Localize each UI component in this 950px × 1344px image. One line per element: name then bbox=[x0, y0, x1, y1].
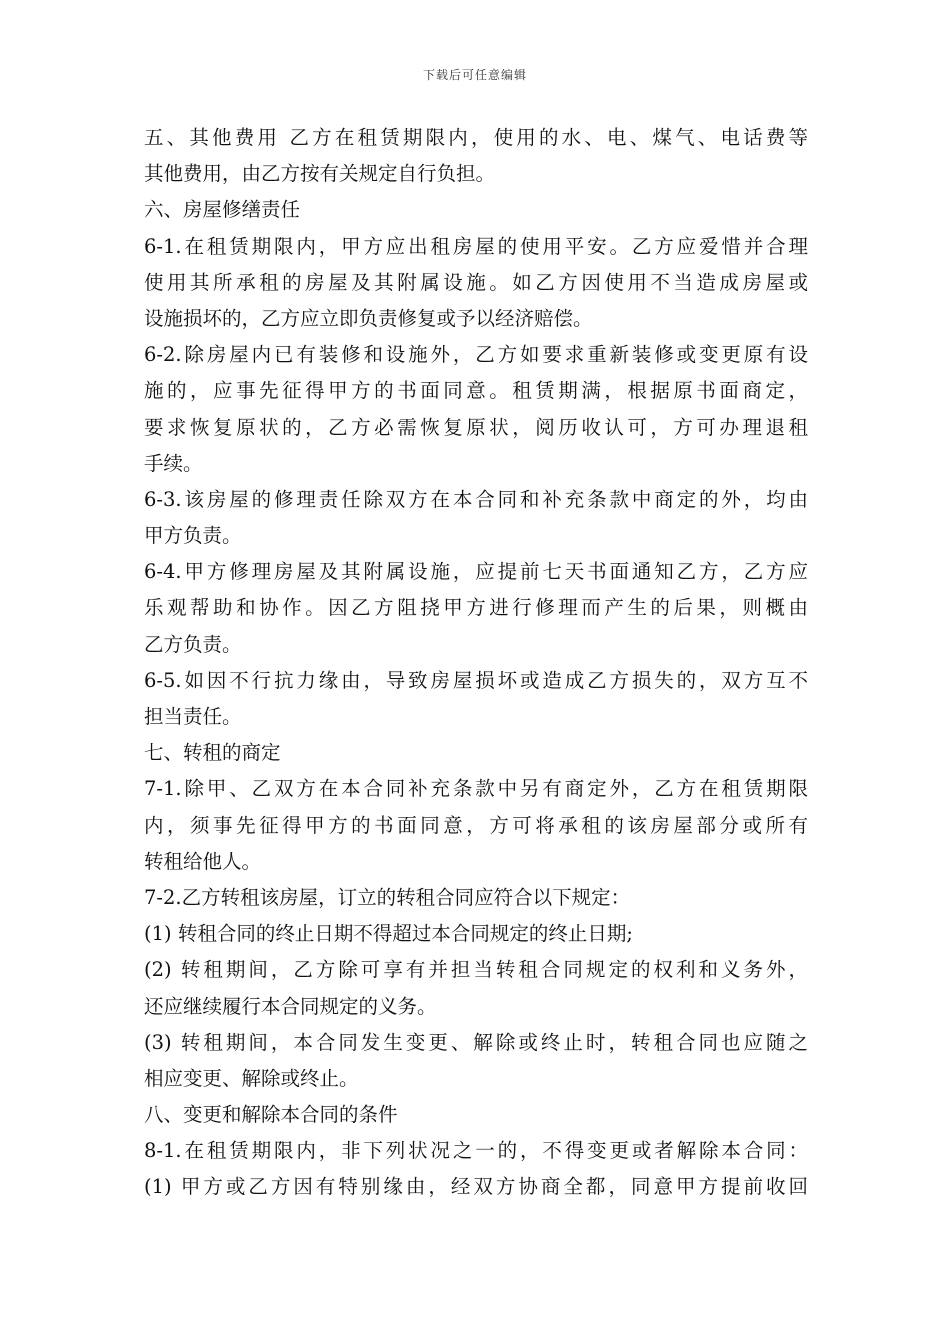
text-line: 乐观帮助和协作。因乙方阻挠甲方进行修理而产生的后果，则概由 bbox=[144, 596, 808, 620]
text-line: 6-3.该房屋的修理责任除双方在本合同和补充条款中商定的外，均由 bbox=[144, 487, 808, 511]
text-line: (2) 转租期间，乙方除可享有并担当转租合同规定的权利和义务外， bbox=[144, 958, 808, 982]
text-line: 五、其他费用 乙方在租赁期限内，使用的水、电、煤气、电话费等 bbox=[144, 126, 808, 149]
text-line: 7-2.乙方转租该房屋，订立的转租合同应符合以下规定： bbox=[144, 885, 631, 909]
text-line: 内，须事先征得甲方的书面同意，方可将承租的该房屋部分或所有 bbox=[144, 813, 808, 837]
text-line: 还应继续履行本合同规定的义务。 bbox=[144, 994, 437, 1018]
text-line: (1) 甲方或乙方因有特别缘由，经双方协商全都，同意甲方提前收回 bbox=[144, 1175, 808, 1199]
document-body bbox=[144, 120, 808, 1206]
text-line: 其他费用，由乙方按有关规定自行负担。 bbox=[144, 162, 496, 186]
text-line: 6-5.如因不行抗力缘由，导致房屋损坏或造成乙方损失的，双方互不 bbox=[144, 668, 808, 692]
text-line: (1) 转租合同的终止日期不得超过本合同规定的终止日期; bbox=[144, 922, 633, 946]
text-line: 六、房屋修缮责任 bbox=[144, 198, 301, 222]
text-line: 使用其所承租的房屋及其附属设施。如乙方因使用不当造成房屋或 bbox=[144, 270, 808, 294]
text-line: 要求恢复原状的，乙方必需恢复原状，阅历收认可，方可办理退租 bbox=[144, 415, 808, 439]
text-line: 6-2.除房屋内已有装修和设施外，乙方如要求重新装修或变更原有设 bbox=[144, 343, 808, 367]
text-line: 施的，应事先征得甲方的书面同意。租赁期满，根据原书面商定， bbox=[144, 379, 808, 403]
text-line: 相应变更、解除或终止。 bbox=[144, 1066, 359, 1090]
text-line: 七、转租的商定 bbox=[144, 741, 281, 765]
page-header-note: 下载后可任意编辑 bbox=[422, 68, 527, 82]
text-line: 手续。 bbox=[144, 451, 203, 475]
text-line: 6-4.甲方修理房屋及其附属设施，应提前七天书面通知乙方，乙方应 bbox=[144, 560, 808, 584]
text-line: 担当责任。 bbox=[144, 705, 242, 728]
text-line: 八、变更和解除本合同的条件 bbox=[144, 1103, 398, 1127]
text-line: 转租给他人。 bbox=[144, 849, 262, 873]
text-line: 7-1.除甲、乙双方在本合同补充条款中另有商定外，乙方在租赁期限 bbox=[144, 777, 808, 801]
text-line: 6-1.在租赁期限内，甲方应出租房屋的使用平安。乙方应爱惜并合理 bbox=[144, 234, 808, 258]
text-line: (3) 转租期间，本合同发生变更、解除或终止时，转租合同也应随之 bbox=[144, 1030, 808, 1054]
text-line: 8-1.在租赁期限内，非下列状况之一的，不得变更或者解除本合同： bbox=[144, 1139, 808, 1163]
text-line: 乙方负责。 bbox=[144, 632, 242, 656]
text-line: 设施损坏的，乙方应立即负责修复或予以经济赔偿。 bbox=[144, 306, 593, 330]
text-line: 甲方负责。 bbox=[144, 524, 242, 548]
